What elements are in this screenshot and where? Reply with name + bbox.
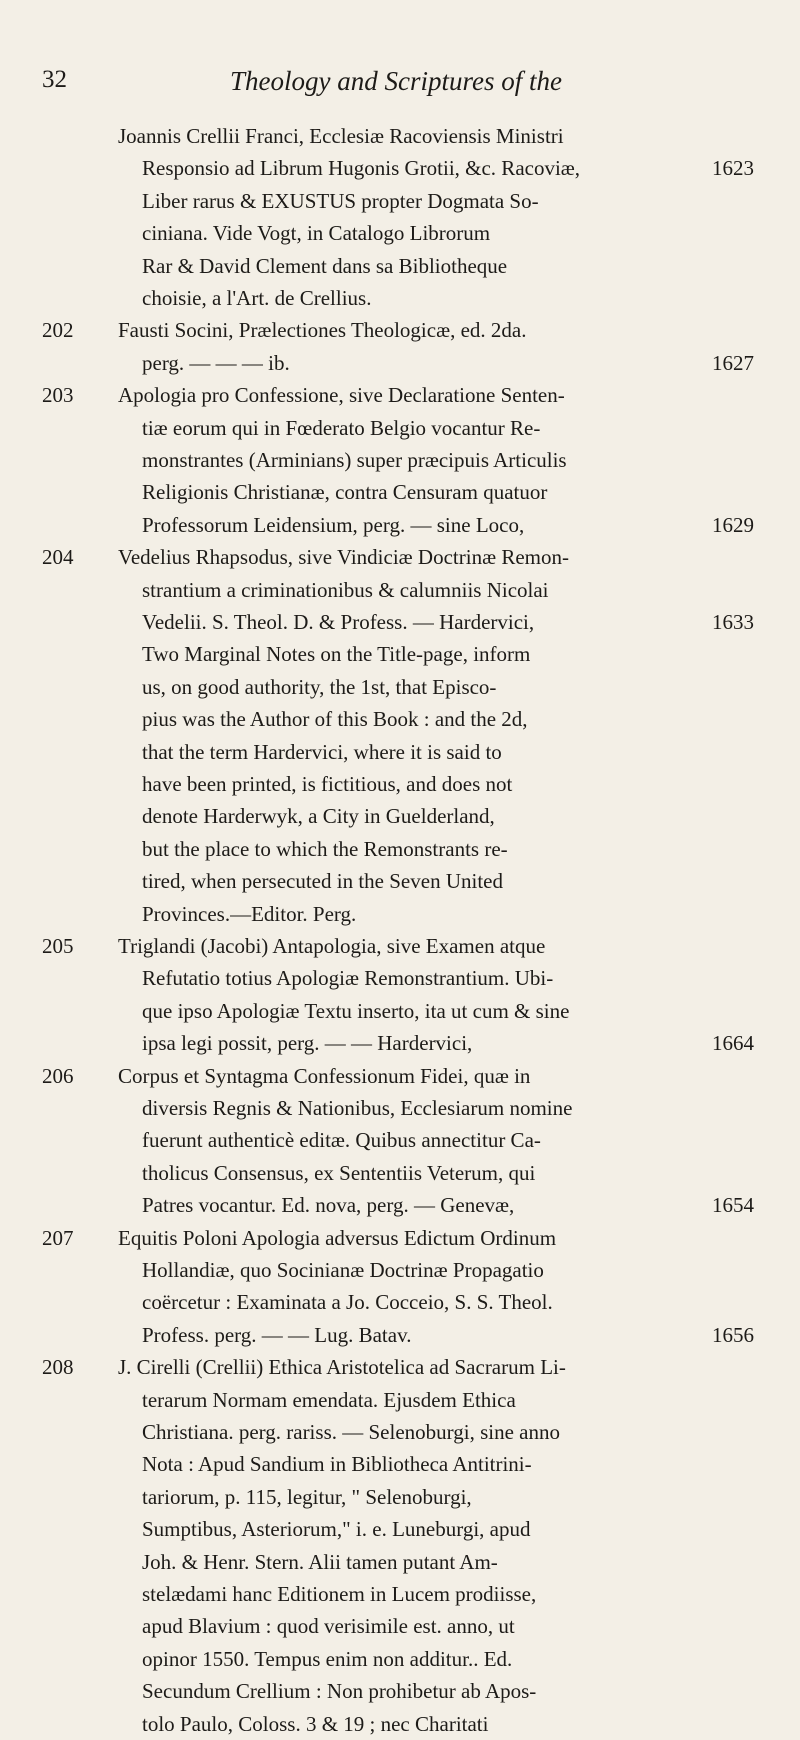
entry-line xyxy=(0,1675,800,1707)
entry-year: 1654 xyxy=(712,1193,754,1218)
entry-text: choisie, a l'Art. de Crellius. xyxy=(142,286,372,310)
entry-text: Responsio ad Librum Hugonis Grotii, &c. Racoviæ, xyxy=(142,156,581,181)
entry-text: opinor 1550. Tempus enim non additur.. Ed. xyxy=(142,1646,513,1671)
entry-number: 208 xyxy=(42,1355,74,1380)
entry-year: 1633 xyxy=(712,610,754,634)
entry-line xyxy=(0,412,800,444)
entry-line xyxy=(0,1610,800,1642)
entry-text: Secundum Crellium : Non prohibetur ab Apos- xyxy=(142,1679,537,1704)
entry-text: Refutatio totius Apologiæ Remonstrantium. Ubi- xyxy=(142,966,554,991)
entry-line xyxy=(0,1319,800,1351)
entry-text: Corpus et Syntagma Confessionum Fidei, quæ in xyxy=(118,1063,531,1088)
entry-text: terarum Normam emendata. Ejusdem Ethica xyxy=(142,1387,516,1412)
entry-line xyxy=(0,995,800,1027)
entry-line xyxy=(0,379,800,411)
entry-text: Vedelii. S. Theol. D. & Profess. — Hardervici, xyxy=(142,610,535,634)
entry-line xyxy=(0,833,800,865)
entry-line xyxy=(0,120,800,152)
entry-text: strantium a criminationibus & calumniis Nicolai xyxy=(142,577,549,602)
entry-line xyxy=(0,1546,800,1578)
entry-line xyxy=(0,1481,800,1513)
entry-text: diversis Regnis & Nationibus, Ecclesiarum nomine xyxy=(142,1096,573,1120)
entry-text: Professorum Leidensium, perg. — sine Loco, xyxy=(142,512,525,537)
entry-year: 1664 xyxy=(712,1031,754,1056)
entry-line xyxy=(0,606,800,638)
entry-text: us, on good authority, the 1st, that Episco- xyxy=(142,674,497,699)
entry-line xyxy=(0,638,800,670)
entry-text: Sumptibus, Asteriorum," i. e. Luneburgi, apud xyxy=(142,1517,531,1542)
entry-text: stelædami hanc Editionem in Lucem prodiisse, xyxy=(142,1582,537,1606)
entry-number: 203 xyxy=(42,383,74,408)
entry-line xyxy=(0,574,800,606)
entry-text: Patres vocantur. Ed. nova, perg. — Genevæ, xyxy=(142,1193,515,1218)
entry-text: Rar & David Clement dans sa Bibliotheque xyxy=(142,253,508,278)
entry-text: Apologia pro Confessione, sive Declaratione Senten- xyxy=(118,383,565,408)
entry-text: Nota : Apud Sandium in Bibliotheca Antitrini- xyxy=(142,1452,532,1477)
entry-text: Christiana. perg. rariss. — Selenoburgi, sine anno xyxy=(142,1420,560,1444)
entry-line xyxy=(0,1060,800,1092)
entry-number: 205 xyxy=(42,934,74,958)
entry-number: 207 xyxy=(42,1225,74,1250)
entry-line xyxy=(0,1416,800,1448)
entry-text: tolo Paulo, Coloss. 3 & 19 ; nec Charitati xyxy=(142,1711,489,1736)
entry-line xyxy=(0,703,800,735)
entry-line xyxy=(0,1222,800,1254)
entry-text: Vedelius Rhapsodus, sive Vindiciæ Doctrinæ Remon- xyxy=(118,545,569,570)
entry-line xyxy=(0,541,800,573)
entry-line xyxy=(0,1092,800,1124)
entry-text: pius was the Author of this Book : and the 2d, xyxy=(142,707,528,732)
entry-text: Religionis Christianæ, contra Censuram quatuor xyxy=(142,480,548,505)
entry-line xyxy=(0,865,800,897)
entry-line xyxy=(0,1351,800,1383)
entry-line xyxy=(0,962,800,994)
entry-line xyxy=(0,185,800,217)
entry-line xyxy=(0,1643,800,1675)
entry-line xyxy=(0,800,800,832)
entry-number: 204 xyxy=(42,545,74,570)
entry-line xyxy=(0,282,800,314)
entry-text: Profess. perg. — — Lug. Batav. xyxy=(142,1322,412,1347)
page-header xyxy=(0,66,800,106)
entry-line xyxy=(0,444,800,476)
entry-text: Fausti Socini, Prælectiones Theologicæ, ed. 2da. xyxy=(118,318,527,343)
entry-year: 1627 xyxy=(712,350,754,375)
entry-line xyxy=(0,768,800,800)
entry-text: fuerunt authenticè editæ. Quibus annectitur Ca- xyxy=(142,1128,541,1153)
entry-text: que ipso Apologiæ Textu inserto, ita ut cum & sine xyxy=(142,998,570,1023)
entry-line xyxy=(0,152,800,184)
entry-year: 1623 xyxy=(712,156,754,181)
entry-text: tholicus Consensus, ex Sententiis Veterum, qui xyxy=(142,1160,536,1185)
entry-text: tiæ eorum qui in Fœderato Belgio vocantur Re- xyxy=(142,415,541,440)
entry-line xyxy=(0,217,800,249)
entry-text: Provinces.—Editor. Perg. xyxy=(142,901,357,926)
entry-text: monstrantes (Arminians) super præcipuis Articulis xyxy=(142,448,567,472)
entry-line xyxy=(0,736,800,768)
entry-text: Hollandiæ, quo Socinianæ Doctrinæ Propagatio xyxy=(142,1258,544,1282)
entry-text: tariorum, p. 115, legitur, " Selenoburgi, xyxy=(142,1484,472,1509)
entry-line xyxy=(0,1708,800,1740)
entry-text: denote Harderwyk, a City in Guelderland, xyxy=(142,804,495,829)
entry-line xyxy=(0,898,800,930)
entry-text: ipsa legi possit, perg. — — Hardervici, xyxy=(142,1031,473,1056)
entry-line xyxy=(0,1027,800,1059)
entry-line xyxy=(0,1286,800,1318)
entry-number: 206 xyxy=(42,1063,74,1088)
entry-line xyxy=(0,1124,800,1156)
entry-line xyxy=(0,671,800,703)
entry-text: apud Blavium : quod verisimile est. anno, ut xyxy=(142,1614,515,1639)
entry-line xyxy=(0,476,800,508)
entry-line xyxy=(0,1448,800,1480)
entry-text: that the term Hardervici, where it is said to xyxy=(142,739,502,764)
entry-number: 202 xyxy=(42,318,74,343)
entry-year: 1629 xyxy=(712,512,754,537)
entry-text: ciniana. Vide Vogt, in Catalogo Librorum xyxy=(142,221,491,246)
entry-line xyxy=(0,509,800,541)
entry-line xyxy=(0,1513,800,1545)
entry-text: Joh. & Henr. Stern. Alii tamen putant Am- xyxy=(142,1549,498,1574)
entry-text: have been printed, is fictitious, and does not xyxy=(142,772,513,796)
entry-line xyxy=(0,347,800,379)
entry-line xyxy=(0,1578,800,1610)
running-title: Theology and Scriptures of the xyxy=(230,66,562,96)
entry-text: tired, when persecuted in the Seven United xyxy=(142,869,503,894)
entry-text: Triglandi (Jacobi) Antapologia, sive Examen atque xyxy=(118,934,546,958)
entry-line xyxy=(0,1189,800,1221)
entry-text: perg. — — — ib. xyxy=(142,350,290,375)
entry-text: Liber rarus & EXUSTUS propter Dogmata So- xyxy=(142,188,539,213)
entry-line xyxy=(0,250,800,282)
entry-text: but the place to which the Remonstrants re- xyxy=(142,836,508,861)
entry-text: Equitis Poloni Apologia adversus Edictum Ordinum xyxy=(118,1225,557,1250)
entry-text: coërcetur : Examinata a Jo. Cocceio, S. S. Theol. xyxy=(142,1290,553,1315)
entry-text: Two Marginal Notes on the Title-page, inform xyxy=(142,642,531,667)
entry-text: J. Cirelli (Crellii) Ethica Aristotelica ad Sacrarum Li- xyxy=(118,1355,566,1380)
entry-line xyxy=(0,1384,800,1416)
entry-line xyxy=(0,1254,800,1286)
entry-text: Joannis Crellii Franci, Ecclesiæ Racoviensis Ministri xyxy=(118,124,564,148)
entry-line xyxy=(0,1157,800,1189)
entry-line xyxy=(0,314,800,346)
entry-year: 1656 xyxy=(712,1322,754,1347)
entry-line xyxy=(0,930,800,962)
page-number: 32 xyxy=(42,66,67,93)
